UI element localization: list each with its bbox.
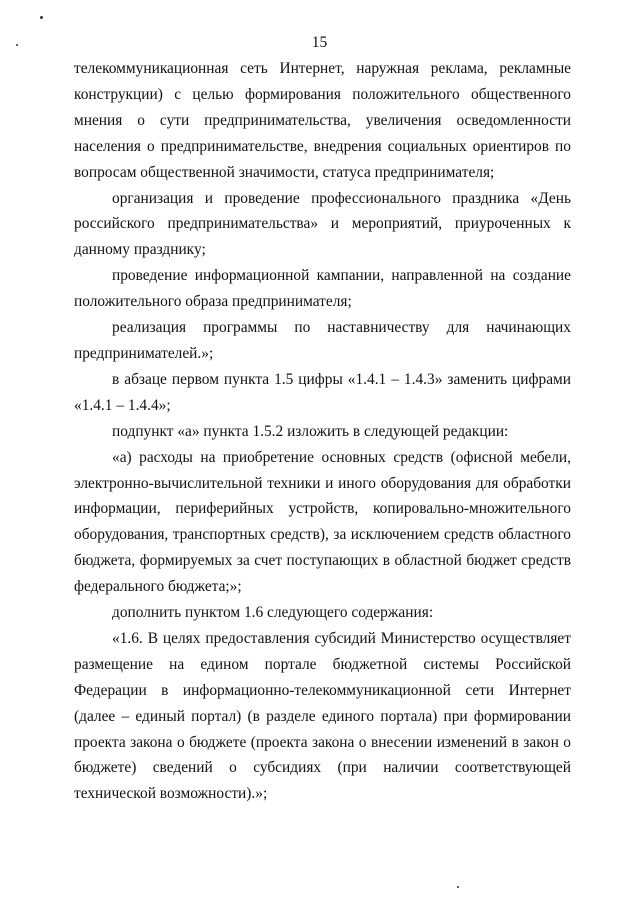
scan-speck bbox=[40, 16, 43, 19]
paragraph: подпункт «а» пункта 1.5.2 изложить в следующей редакции: bbox=[112, 422, 509, 440]
paragraph: организация и проведение профессионального праздника «День российского предпринимательства» и мероприятий, приуроченных к данному празднику; bbox=[74, 189, 571, 259]
scan-speck bbox=[457, 886, 459, 888]
paragraph: реализация программы по наставничеству для начинающих предпринимателей.»; bbox=[74, 319, 571, 362]
paragraph: «1.6. В целях предоставления субсидий Министерство осуществляет размещение на едином портале бюджетной системы Российской Федерации в информационно-телекоммуникационной сети Интернет (далее – единый портал) (в разделе единого портала) при формировании проекта закона о бюджете (проекта закона о внесении изменений в закон о бюджете) сведений о субсидиях (при наличии соответствующей технической возможности).»; bbox=[74, 629, 571, 803]
page-number: 15 bbox=[311, 34, 328, 51]
paragraph: в абзаце первом пункта 1.5 цифры «1.4.1 – 1.4.3» заменить цифрами «1.4.1 – 1.4.4»; bbox=[74, 370, 571, 414]
paragraph: телекоммуникационная сеть Интернет, наружная реклама, рекламные конструкции) с целью формирования положительного общественного мнения о сути предпринимательства, увеличения осведомленности населения о предпринимательстве, внедрения социальных ориентиров по вопросам общественной значимости, статуса предпринимателя; bbox=[74, 60, 571, 181]
paragraph: дополнить пунктом 1.6 следующего содержания: bbox=[112, 604, 434, 622]
paragraph: «а) расходы на приобретение основных средств (офисной мебели, электронно-вычислительной техники и иного оборудования для обработки информации, периферийных устройств, копировально-множительного оборудования, транспортных средств), за исключением средств областного бюджета, формируемых за счет поступающих в областной бюджет средств федерального бюджета;»; bbox=[74, 448, 571, 596]
document-body bbox=[74, 56, 571, 807]
paragraph: проведение информационной кампании, направленной на создание положительного образа предпринимателя; bbox=[74, 267, 571, 311]
